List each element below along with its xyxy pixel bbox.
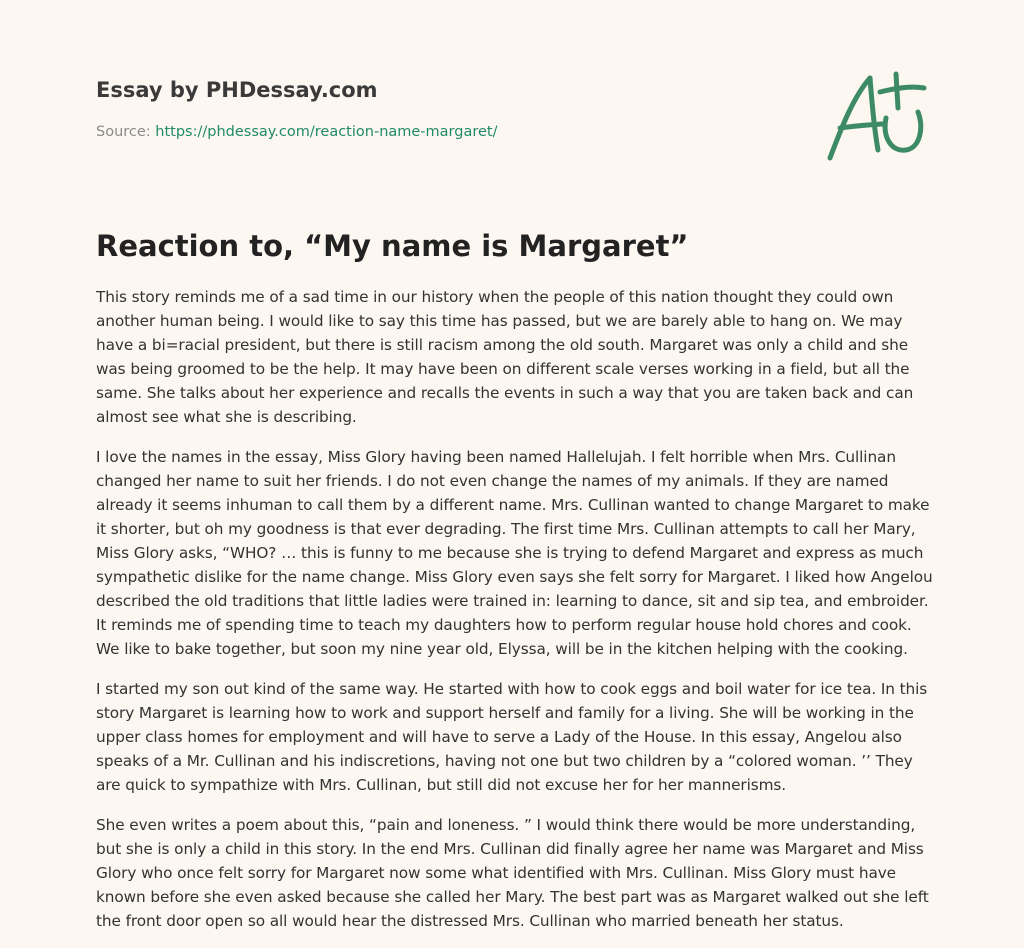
source-label: Source:: [96, 124, 156, 140]
source-link[interactable]: https://phdessay.com/reaction-name-margaret/: [155, 124, 498, 140]
essay-body: [96, 285, 936, 948]
essay-paragraph: She even writes a poem about this, “pain and loneness. ” I would think there would be more understanding, but she is only a child in this story. In the end Mrs. Cullinan did finally agree her name was Margaret and Miss Glory who once felt sorry for Margaret now some what identified with Mrs. Cullinan. Miss Glory must have known before she even asked because she called her Mary. The best part was as Margaret walked out she left the front door open so all would hear the distressed Mrs. Cullinan who married beneath her status.: [96, 816, 929, 930]
essay-title: Reaction to, “My name is Margaret”: [96, 229, 689, 263]
essay-paragraph: I started my son out kind of the same way. He started with how to cook eggs and boil water for ice tea. In this story Margaret is learning how to work and support herself and family for a living. She will be working in the upper class homes for employment and will have to serve a Lady of the House. In this essay, Angelou also speaks of a Mr. Cullinan and his indiscretions, having not one but two children by a “colored woman. ’’ They are quick to sympathize with Mrs. Cullinan, but still did not excuse her for her mannerisms.: [96, 680, 928, 794]
page-header: [96, 76, 796, 142]
essay-paragraph: This story reminds me of a sad time in our history when the people of this nation thought they could own another human being. I would like to say this time has passed, but we are barely able to hang on. We may have a bi=racial president, but there is still racism among the old south. Margaret was only a child and she was being groomed to be the help. It may have been on different scale verses working in a field, but all the same. She talks about her experience and recalls the events in such a way that you are taken back and can almost see what she is describing.: [96, 288, 914, 426]
essay-paragraph: I love the names in the essay, Miss Glory having been named Hallelujah. I felt horrible when Mrs. Cullinan changed her name to suit her friends. I do not even change the names of my animals. If they are named already it seems inhuman to call them by a different name. Mrs. Cullinan wanted to change Margaret to make it shorter, but oh my goodness is that ever degrading. The first time Mrs. Cullinan attempts to call her Mary, Miss Glory asks, “WHO? … this is funny to me because she is trying to defend Margaret and express as much sympathetic dislike for the name change. Miss Glory even says she felt sorry for Margaret. I liked how Angelou described the old traditions that little ladies were trained in: learning to dance, sit and sip tea, and embroider. It reminds me of spending time to teach my daughters how to perform regular house hold chores and cook. We like to bake together, but soon my nine year old, Elyssa, will be in the kitchen helping with the cooking.: [96, 448, 933, 658]
source-line: [96, 122, 796, 142]
a-plus-grade-logo-icon: [820, 66, 930, 166]
site-title: Essay by PHDessay.com: [96, 78, 378, 102]
